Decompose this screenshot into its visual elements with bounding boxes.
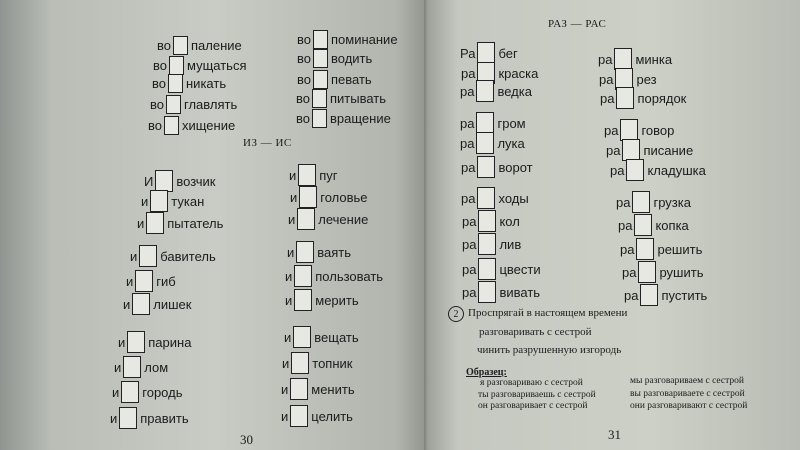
word-item (281, 405, 353, 427)
word-prefix: ра (610, 162, 625, 178)
word-item (285, 289, 359, 311)
word-suffix: ходы (498, 190, 529, 206)
word-item (114, 356, 168, 378)
letter-box[interactable] (634, 214, 652, 236)
word-item (282, 352, 352, 374)
word-suffix: возчик (176, 173, 216, 189)
word-prefix: во (297, 32, 311, 47)
word-suffix: грузка (653, 194, 691, 210)
word-item (604, 119, 674, 141)
word-prefix: ра (600, 90, 615, 106)
word-suffix: гром (497, 115, 526, 131)
word-item (297, 70, 372, 89)
letter-box[interactable] (477, 187, 495, 209)
word-item (460, 80, 532, 102)
word-prefix: и (141, 193, 149, 209)
letter-box[interactable] (123, 356, 141, 378)
letter-box[interactable] (139, 245, 157, 267)
word-suffix: пытатель (167, 215, 224, 231)
word-prefix: и (130, 248, 138, 264)
word-prefix: ра (462, 261, 477, 277)
word-suffix: копка (655, 217, 689, 233)
word-suffix: парина (148, 334, 192, 350)
word-prefix: во (296, 91, 310, 106)
word-prefix: и (285, 268, 293, 284)
word-suffix: городь (142, 384, 183, 400)
letter-box[interactable] (150, 190, 168, 212)
letter-box[interactable] (313, 30, 328, 49)
word-prefix: и (281, 408, 289, 424)
word-item (137, 212, 223, 234)
word-item (598, 48, 672, 70)
word-prefix: во (297, 72, 311, 87)
word-suffix: говор (641, 122, 675, 138)
word-prefix: ра (598, 51, 613, 67)
word-item (296, 89, 386, 108)
letter-box[interactable] (632, 191, 650, 213)
word-item (287, 241, 351, 263)
word-suffix: пользовать (315, 268, 384, 284)
word-item (462, 210, 520, 232)
letter-box[interactable] (294, 265, 312, 287)
word-suffix: менить (311, 381, 355, 397)
letter-box[interactable] (638, 261, 656, 283)
word-suffix: поминание (331, 32, 398, 47)
exercise-number: 2 (448, 306, 464, 322)
word-prefix: ра (599, 71, 614, 87)
word-item (152, 74, 226, 93)
letter-box[interactable] (476, 112, 494, 134)
letter-box[interactable] (146, 212, 164, 234)
letter-box[interactable] (622, 139, 640, 161)
word-item (460, 42, 518, 64)
word-item (126, 270, 176, 292)
word-item (610, 159, 706, 181)
word-prefix: ра (460, 115, 475, 131)
sample-title: Образец: (466, 367, 507, 378)
word-item (618, 214, 689, 236)
word-prefix: и (288, 211, 296, 227)
letter-box[interactable] (478, 258, 496, 280)
word-item (462, 233, 521, 255)
word-suffix: гиб (156, 273, 176, 289)
word-suffix: тукан (171, 193, 205, 209)
sample-right-1: мы разговариваем с сестрой (630, 376, 744, 386)
word-prefix: ра (604, 122, 619, 138)
word-suffix: водить (331, 51, 373, 66)
word-prefix: во (296, 111, 310, 126)
word-item (289, 164, 338, 186)
exercise-phrase-2: чинить разрушенную изгородь (477, 344, 622, 356)
sample-left-1: я разговариваю с сестрой (480, 378, 583, 388)
sample-left-2: ты разговариваешь с сестрой (478, 390, 596, 400)
letter-box[interactable] (164, 116, 179, 135)
word-prefix: ра (461, 190, 476, 206)
letter-box[interactable] (297, 208, 315, 230)
exercise-phrase-1: разговаривать с сестрой (479, 326, 592, 338)
word-suffix: главлять (184, 97, 238, 112)
word-item (460, 112, 526, 134)
letter-box[interactable] (166, 95, 181, 114)
word-suffix: мущаться (187, 58, 247, 73)
word-suffix: ваять (317, 244, 352, 260)
word-prefix: И (144, 173, 154, 189)
word-item (600, 87, 686, 109)
word-prefix: ра (606, 142, 621, 158)
word-item (620, 238, 702, 260)
right-page (428, 0, 800, 450)
word-item (112, 381, 182, 403)
word-item (157, 36, 242, 55)
letter-box[interactable] (155, 170, 173, 192)
raz-heading: РАЗ — РАС (548, 18, 607, 30)
letter-box[interactable] (614, 48, 632, 70)
letter-box[interactable] (477, 42, 495, 64)
word-prefix: и (126, 273, 134, 289)
word-prefix: и (289, 167, 297, 183)
word-prefix: Ра (460, 45, 476, 61)
word-suffix: кладушка (647, 162, 706, 178)
letter-box[interactable] (135, 270, 153, 292)
word-prefix: ра (460, 135, 475, 151)
exercise-task: Проспрягай в настоящем времени (468, 307, 628, 319)
letter-box[interactable] (640, 284, 658, 306)
word-suffix: решить (657, 241, 703, 257)
word-prefix: и (114, 359, 122, 375)
word-prefix: во (153, 58, 167, 73)
word-suffix: никать (186, 76, 227, 91)
word-suffix: певать (331, 72, 372, 87)
word-prefix: и (284, 329, 292, 345)
word-item (622, 261, 703, 283)
word-suffix: лишек (153, 296, 192, 312)
word-prefix: ра (461, 65, 476, 81)
word-prefix: и (112, 384, 120, 400)
word-prefix: ра (462, 236, 477, 252)
word-prefix: ра (620, 241, 635, 257)
letter-box[interactable] (299, 186, 317, 208)
word-prefix: ра (624, 287, 639, 303)
word-suffix: писание (643, 142, 694, 158)
word-suffix: лив (499, 236, 522, 252)
word-item (141, 190, 204, 212)
letter-box[interactable] (293, 326, 311, 348)
letter-box[interactable] (298, 164, 316, 186)
word-prefix: и (118, 334, 126, 350)
word-prefix: во (152, 76, 166, 91)
letter-box[interactable] (294, 289, 312, 311)
word-suffix: паление (191, 38, 242, 53)
page-number-right: 31 (608, 427, 621, 442)
word-suffix: вивать (499, 284, 541, 300)
letter-box[interactable] (127, 331, 145, 353)
word-prefix: ра (462, 284, 477, 300)
word-suffix: минка (635, 51, 673, 67)
word-item (284, 326, 359, 348)
word-item (624, 284, 707, 306)
word-suffix: мерить (315, 292, 359, 308)
word-prefix: во (157, 38, 171, 53)
word-prefix: и (290, 189, 298, 205)
word-item (150, 95, 237, 114)
letter-box[interactable] (312, 89, 327, 108)
letter-box[interactable] (119, 407, 137, 429)
letter-box[interactable] (313, 70, 328, 89)
word-prefix: ра (618, 217, 633, 233)
letter-box[interactable] (169, 56, 184, 75)
word-prefix: во (150, 97, 164, 112)
word-suffix: хищение (182, 118, 236, 133)
letter-box[interactable] (312, 109, 327, 128)
word-item (110, 407, 189, 429)
word-suffix: порядок (637, 90, 687, 106)
word-item (296, 109, 391, 128)
sample-left-3: он разговаривает с сестрой (478, 401, 588, 411)
letter-box[interactable] (616, 87, 634, 109)
word-prefix: и (285, 292, 293, 308)
word-suffix: целить (311, 408, 353, 424)
word-suffix: пуг (319, 167, 338, 183)
letter-box[interactable] (290, 378, 308, 400)
word-suffix: рушить (659, 264, 704, 280)
letter-box[interactable] (476, 80, 494, 102)
word-suffix: вращение (330, 111, 391, 126)
letter-box[interactable] (620, 119, 638, 141)
letter-box[interactable] (626, 159, 644, 181)
letter-box[interactable] (290, 405, 308, 427)
word-suffix: бавитель (160, 248, 216, 264)
letter-box[interactable] (173, 36, 188, 55)
word-prefix: и (137, 215, 145, 231)
word-suffix: топник (312, 355, 353, 371)
word-item (144, 170, 215, 192)
word-item (462, 258, 541, 280)
word-item (281, 378, 355, 400)
word-prefix: и (123, 296, 131, 312)
word-suffix: бег (498, 45, 518, 61)
word-item (462, 281, 540, 303)
word-suffix: головье (320, 189, 368, 205)
word-suffix: ворот (498, 159, 533, 175)
word-prefix: и (287, 244, 295, 260)
word-item (297, 49, 372, 68)
word-item (288, 208, 368, 230)
word-suffix: цвести (499, 261, 541, 277)
word-suffix: править (140, 410, 189, 426)
word-item (616, 191, 691, 213)
letter-box[interactable] (132, 293, 150, 315)
word-item (153, 56, 247, 75)
word-item (123, 293, 191, 315)
letter-box[interactable] (296, 241, 314, 263)
word-suffix: рез (636, 71, 657, 87)
word-item (148, 116, 235, 135)
word-prefix: во (148, 118, 162, 133)
word-prefix: ра (461, 159, 476, 175)
letter-box[interactable] (478, 281, 496, 303)
word-suffix: лом (144, 359, 169, 375)
word-prefix: и (281, 381, 289, 397)
word-suffix: вещать (314, 329, 359, 345)
word-item (290, 186, 368, 208)
word-item (118, 331, 191, 353)
word-prefix: ра (622, 264, 637, 280)
word-item (285, 265, 383, 287)
word-suffix: лука (497, 135, 525, 151)
letter-box[interactable] (121, 381, 139, 403)
word-prefix: и (282, 355, 290, 371)
sample-right-3: они разговаривают с сестрой (630, 401, 748, 411)
word-item (461, 156, 533, 178)
word-item (461, 187, 529, 209)
letter-box[interactable] (478, 210, 496, 232)
word-prefix: ра (460, 83, 475, 99)
letter-box[interactable] (476, 132, 494, 154)
letter-box[interactable] (477, 156, 495, 178)
word-item (297, 30, 398, 49)
word-suffix: питывать (330, 91, 387, 106)
word-suffix: краска (498, 65, 539, 81)
word-suffix: кол (499, 213, 520, 229)
page-number-left: 30 (240, 432, 253, 447)
word-prefix: ра (462, 213, 477, 229)
word-item (606, 139, 693, 161)
letter-box[interactable] (168, 74, 183, 93)
sample-right-2: вы разговариваете с сестрой (630, 389, 745, 399)
letter-box[interactable] (478, 233, 496, 255)
letter-box[interactable] (636, 238, 654, 260)
word-prefix: и (110, 410, 118, 426)
iz-heading: ИЗ — ИС (243, 137, 292, 149)
word-suffix: пустить (661, 287, 708, 303)
word-item (460, 132, 525, 154)
letter-box[interactable] (291, 352, 309, 374)
word-suffix: лечение (318, 211, 369, 227)
letter-box[interactable] (313, 49, 328, 68)
word-suffix: ведка (497, 83, 532, 99)
word-prefix: во (297, 51, 311, 66)
word-item (130, 245, 216, 267)
word-prefix: ра (616, 194, 631, 210)
